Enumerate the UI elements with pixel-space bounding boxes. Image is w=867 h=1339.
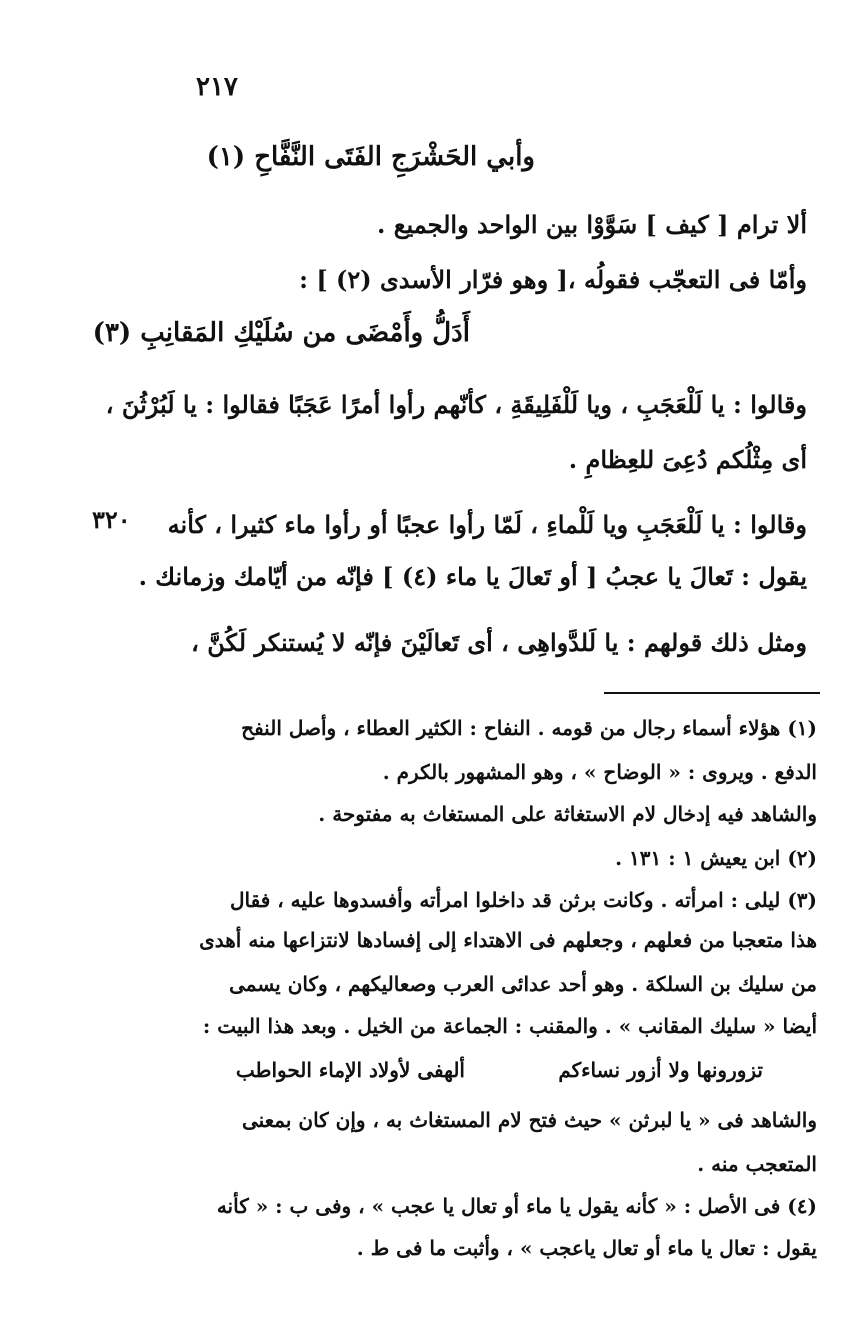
footnote-line: المتعجب منه . <box>697 1152 817 1176</box>
footnote-line: من سليك بن السلكة . وهو أحد عدائى العرب وصعاليكهم ، وكان يسمى <box>229 972 817 996</box>
verse-1-left-hemistich: وأبي الحَشْرَجِ الفَتَى النَّفَّاحِ (١) <box>206 142 535 172</box>
body-line: وقالوا : يا لَلْعَجَبِ ويا لَلْماءِ ، لَمّا رأوا عجبًا أو رأوا ماء كثيرا ، كأنه <box>167 510 807 539</box>
body-line: أى مِثْلُكم دُعِىَ للعِظامِ . <box>568 445 807 474</box>
footnote-line: يقول : تعال يا ماء أو تعال ياعجب » ، وأثبت ما فى ط . <box>356 1236 817 1260</box>
body-line: ومثل ذلك قولهم : يا لَلدَّواهِى ، أى تَعالَيْنَ فإنّه لا يُستنكر لَكُنَّ ، <box>191 628 807 657</box>
footnote-line: والشاهد فيه إدخال لام الاستغاثة على المستغاث به مفتوحة . <box>318 802 817 826</box>
footnote-line: هذا متعجبا من فعلهم ، وجعلهم فى الاهتداء إلى إفسادها لانتزاعها منه أهدى <box>199 928 817 952</box>
margin-number: ٣٢٠ <box>92 505 131 534</box>
footnote-line: (٤) فى الأصل : « كأنه يقول يا ماء أو تعال يا عجب » ، وفى ب : « كأنه <box>216 1194 817 1218</box>
footnote-line: (٢) ابن يعيش ١ : ١٣١ . <box>615 846 817 870</box>
footnote-line: (٣) ليلى : امرأته . وكانت برثن قد داخلوا امرأته وأفسدوها عليه ، فقال <box>229 888 817 912</box>
footnote-line: أيضا « سليك المقانب » . والمقنب : الجماعة من الخيل . وبعد هذا البيت : <box>202 1014 817 1038</box>
body-line: ألا ترام [ كيف ] سَوَّوْا بين الواحد والجميع . <box>377 210 807 239</box>
footnote-line: (١) هؤلاء أسماء رجال من قومه . النفاح : الكثير العطاء ، وأصل النفح <box>241 716 817 740</box>
verse-2-left-hemistich: أَدَلُّ وأَمْضَى من سُلَيْكِ المَقانِبِ (٣) <box>92 318 470 348</box>
body-line: وقالوا : يا لَلْعَجَبِ ، ويا لَلْفَلِيقَةِ ، كأنّهم رأوا أمرًا عَجَبًا فقالوا : يا لَبُرْثُنَ ، <box>105 390 807 419</box>
footnote-line: والشاهد فى « يا لبرثن » حيث فتح لام المستغاث به ، وإن كان بمعنى <box>241 1108 817 1132</box>
footnote-separator <box>604 692 820 694</box>
body-line: يقول : تَعالَ يا عجبُ [ أو تَعالَ يا ماء (٤) ] فإنّه من أيّامك وزمانك . <box>138 562 807 591</box>
footnote-verse-right-hemistich: تزورونها ولا أزور نساءكم <box>558 1058 763 1082</box>
page-number: ٢١٧ <box>196 72 238 102</box>
body-line: وأمّا فى التعجّب فقولُه ،[ وهو فرّار الأسدى (٢) ] : <box>299 265 807 294</box>
footnote-line: الدفع . ويروى : « الوضاح » ، وهو المشهور بالكرم . <box>382 760 817 784</box>
footnote-verse-left-hemistich: ألهفى لأولاد الإماء الحواطب <box>235 1058 465 1082</box>
